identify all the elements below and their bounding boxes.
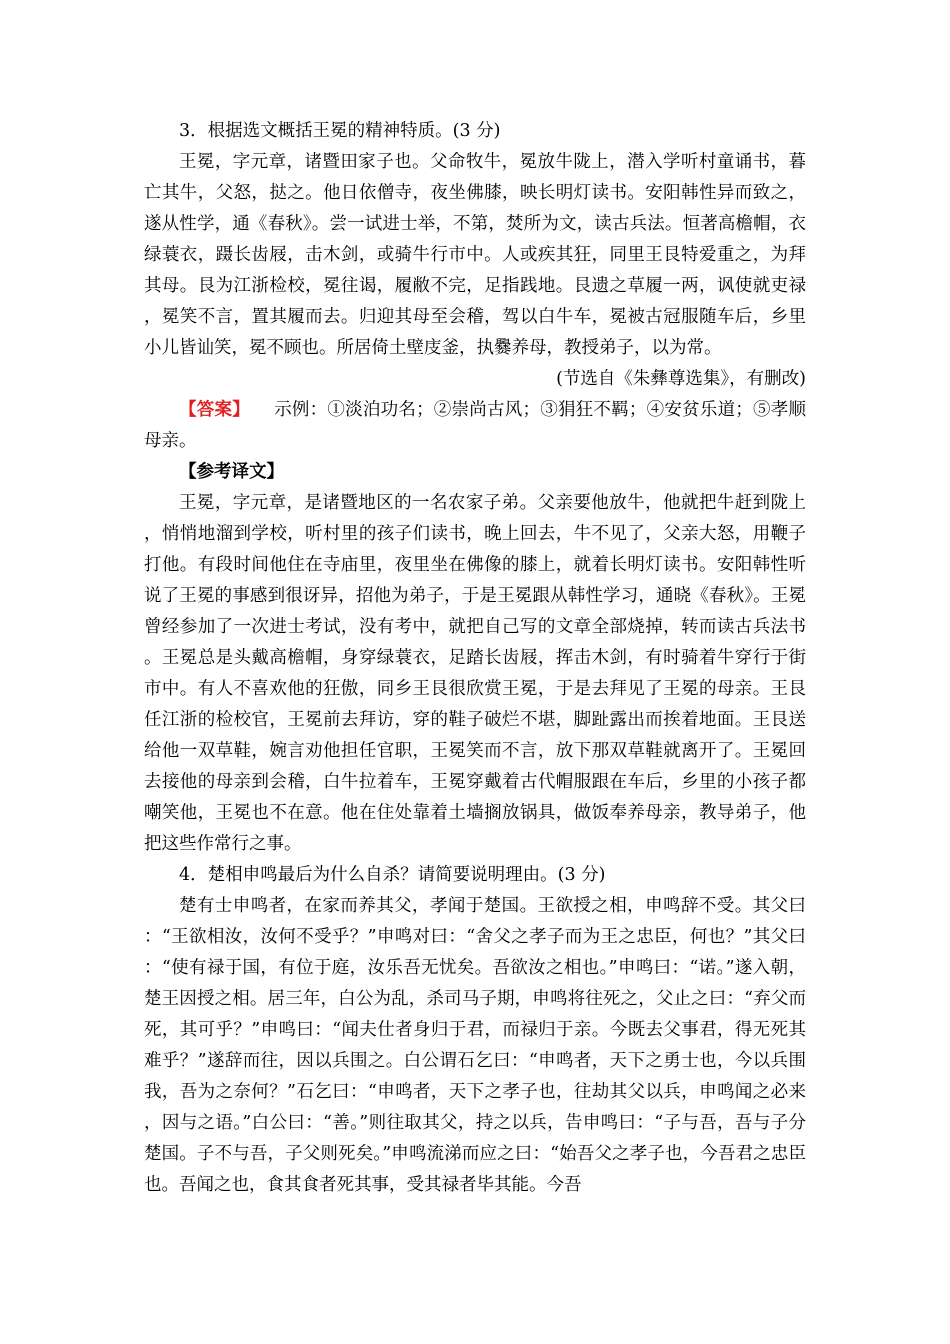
answer-text: 示例：①淡泊功名；②崇尚古风；③狷狂不羁；④安贫乐道；⑤孝顺母亲。: [144, 400, 807, 451]
reference-translation-heading: [144, 457, 806, 488]
answer-paragraph: [144, 395, 806, 457]
source-citation: (节选自《朱彝尊选集》，有删改): [556, 369, 806, 389]
question-3-prompt: 3．根据选文概括王冕的精神特质。(3 分): [179, 121, 501, 141]
reference-translation-text: 王冕，字元章，是诸暨地区的一名农家子弟。父亲要他放牛，他就把牛赶到陇上，悄悄地溜到学校，听村里的孩子们读书，晚上回去，牛不见了，父亲大怒，用鞭子打他。有段时间他住在寺庙里，夜里坐在佛像的膝上，就着长明灯读书。安阳韩性听说了王冕的事感到很讶异，招他为弟子，于是王冕跟从韩性学习，通晓《春秋》。王冕曾经参加了一次进士考试，没有考中，就把自己写的文章全部烧掉，转而读古兵法书。王冕总是头戴高檐帽，身穿绿蓑衣，足踏长齿屐，挥击木剑，有时骑着牛穿行于街市中。有人不喜欢他的狂傲，同乡王艮很欣赏王冕，于是去拜见了王冕的母亲。王艮任江浙的检校官，王冕前去拜访，穿的鞋子破烂不堪，脚趾露出而挨着地面。王艮送给他一双草鞋，婉言劝他担任官职，王冕笑而不言，放下那双草鞋就离开了。王冕回去接他的母亲到会稽，白牛拉着车，王冕穿戴着古代帽服跟在车后，乡里的小孩子都嘲笑他，王冕也不在意。他在住处靠着土墙搁放锅具，做饭奉养母亲，教导弟子，他把这些作常行之事。: [144, 493, 806, 854]
question-4-passage: 楚有士申鸣者，在家而养其父，孝闻于楚国。王欲授之相，申鸣辞不受。其父曰：“王欲相汝，汝何不受乎？”申鸣对曰：“舍父之孝子而为王之忠臣，何也？”其父曰：“使有禄于国，有位于庭，汝乐吾无忧矣。吾欲汝之相也。”申鸣曰：“诺。”遂入朝，楚王因授之相。居三年，白公为乱，杀司马子期，申鸣将往死之，父止之曰：“弃父而死，其可乎？”申鸣曰：“闻夫仕者身归于君，而禄归于亲。今既去父事君，得无死其难乎？”遂辞而往，因以兵围之。白公谓石乞曰：“申鸣者，天下之勇士也，今以兵围我，吾为之奈何？”石乞曰：“申鸣者，天下之孝子也，往劫其父以兵，申鸣闻之必来，因与之语。”白公曰：“善。”则往取其父，持之以兵，告申鸣曰：“子与吾，吾与子分楚国。子不与吾，子父则死矣。”申鸣流涕而应之曰：“始吾父之孝子也，今吾君之忠臣也。吾闻之也，食其食者死其事，受其禄者毕其能。今吾: [144, 896, 806, 1195]
document-page: [144, 116, 806, 1201]
question-3-passage: 王冕，字元章，诸暨田家子也。父命牧牛，冕放牛陇上，潜入学听村童诵书，暮亡其牛，父怒，挞之。他日依僧寺，夜坐佛膝，映长明灯读书。安阳韩性异而致之，遂从性学，通《春秋》。尝一试进士举，不第，焚所为文，读古兵法。恒著高檐帽，衣绿蓑衣，蹑长齿屐，击木剑，或骑牛行市中。人或疾其狂，同里王艮特爱重之，为拜其母。艮为江浙检校，冕往谒，履敝不完，足指践地。艮遗之草履一两，讽使就吏禄，冕笑不言，置其履而去。归迎其母至会稽，驾以白牛车，冕被古冠服随车后，乡里小儿皆讪笑，冕不顾也。所居倚土壁庋釜，执爨养母，教授弟子，以为常。: [144, 152, 806, 358]
reference-translation-tag: 【参考译文】: [179, 462, 284, 482]
answer-tag: 【答案】: [179, 400, 250, 420]
question-4-prompt: 4．楚相申鸣最后为什么自杀？请简要说明理由。(3 分): [179, 865, 606, 885]
